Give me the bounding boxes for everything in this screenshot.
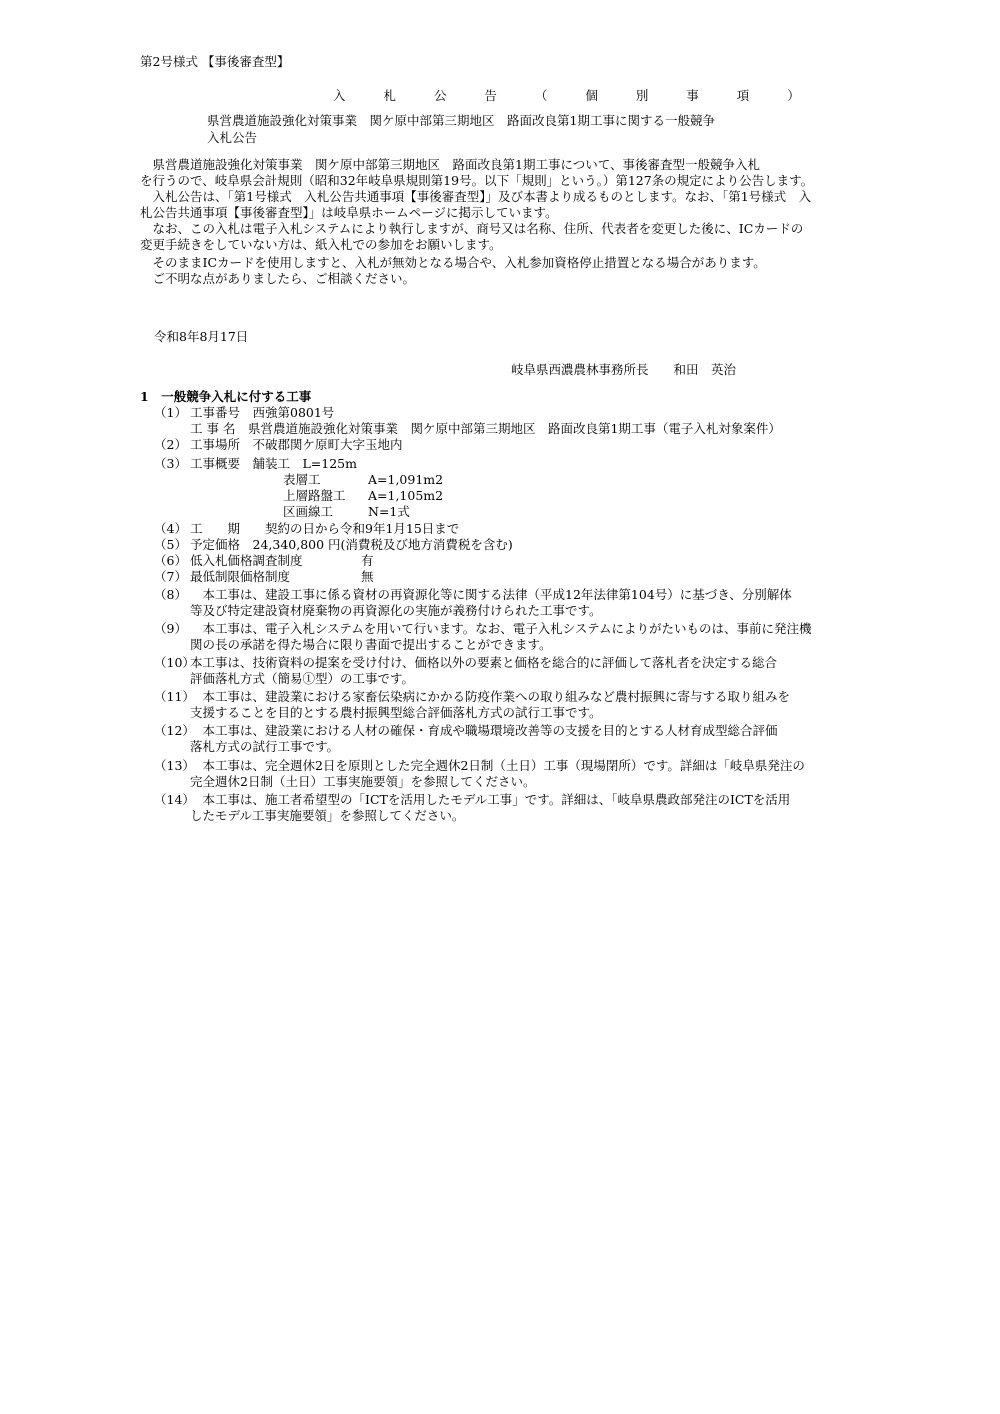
work-name: 工 事 名 県営農道施設強化対策事業 関ケ原中部第三期地区 路面改良第1期工事（電子入札対象案件） [190,421,781,436]
summary-sub-name: 上層路盤工 [283,488,346,503]
subject-line-1: 県営農道施設強化対策事業 関ケ原中部第三期地区 路面改良第1期工事に関する一般競争 [207,113,715,128]
summary-sub-value: A=1,091m2 [368,472,444,487]
item-number: （13） [154,758,195,773]
work-summary: 工事概要 舗装工 L=125m [190,456,357,471]
item-text: 本工事は、建設業における人材の確保・育成や職場環境改善等の支援を目的とする人材育成型総合評価 [190,723,778,738]
item-number: （10） [154,655,195,670]
summary-sub-value: A=1,105m2 [368,488,444,503]
summary-sub-value: N=1式 [368,504,410,519]
intro-line: なお、この入札は電子入札システムにより執行しますが、商号又は名称、住所、代表者を変更した後に、ICカードの [140,221,804,236]
item-text: 本工事は、電子入札システムを用いて行います。なお、電子入札システムによりがたいものは、事前に発注機 [190,621,812,636]
subject-line-2: 入札公告 [207,130,258,145]
intro-line: 変更手続きをしていない方は、紙入札での参加をお願いします。 [140,237,502,252]
item-text: 関の長の承諾を得た場合に限り書面で提出することができます。 [190,637,552,652]
item-text: 落札方式の試行工事です。 [190,739,340,754]
low-bid-survey-label: 低入札価格調査制度 [190,553,303,568]
item-number: （14） [154,792,195,807]
item-number: （7） [154,569,187,584]
item-number: （3） [154,456,187,471]
low-bid-survey-value: 有 [361,553,374,568]
item-text: 評価落札方式（簡易①型）の工事です。 [190,671,415,686]
intro-line: 県営農道施設強化対策事業 関ケ原中部第三期地区 路面改良第1期工事について、事後審査型一般競争入札 [140,157,760,172]
summary-sub-name: 表層工 [283,472,321,487]
intro-line: そのままICカードを使用しますと、入札が無効となる場合や、入札参加資格停止措置となる場合があります。 [140,255,766,270]
item-number: （2） [154,437,187,452]
estimated-price: 予定価格 24,340,800 円(消費税及び地方消費税を含む) [190,537,513,552]
item-text: したモデル工事実施要領」を参照してください。 [190,808,465,823]
document-title: 入 札 公 告 （ 個 別 事 項 ） [333,88,817,103]
intro-line: 札公告共通事項【事後審査型】」は岐阜県ホームページに掲示しています。 [140,205,558,220]
item-number: （11） [154,689,195,704]
item-number: （12） [154,723,195,738]
summary-sub-name: 区画線工 [283,504,334,519]
item-text: 等及び特定建設資材廃棄物の再資源化の実施が義務付けられた工事です。 [190,603,602,618]
minimum-price-label: 最低制限価格制度 [190,569,291,584]
work-number: 工事番号 西強第0801号 [190,405,335,420]
section-heading: 1 一般競争入札に付する工事 [140,389,312,404]
item-text: 本工事は、完全週休2日を原則とした完全週休2日制（土日）工事（現場閉所）です。詳細は「岐阜県発注の [190,758,805,773]
intro-line: 入札公告は、「第1号様式 入札公告共通事項【事後審査型】」及び本書より成るものとします。なお、「第1号様式 入 [140,189,812,204]
item-number: （6） [154,553,187,568]
item-text: 本工事は、技術資料の提案を受け付け、価格以外の要素と価格を総合的に評価して落札者を決定する総合 [190,655,778,670]
item-text: 本工事は、施工者希望型の「ICTを活用したモデル工事」です。詳細は、「岐阜県農政部発注のICTを活用 [190,792,791,807]
item-number: （5） [154,537,187,552]
item-text: 本工事は、建設業における家畜伝染病にかかる防疫作業への取り組みなど農村振興に寄与する取り組みを [190,689,791,704]
signer: 岐阜県西濃農林事務所長 和田 英治 [511,362,737,377]
item-text: 支援することを目的とする農村振興型総合評価落札方式の試行工事です。 [190,705,602,720]
intro-line: ご不明な点がありましたら、ご相談ください。 [140,271,416,286]
intro-line: を行うので、岐阜県会計規則（昭和32年岐阜県規則第19号。以下「規則」という。）第127条の規定により公告します。 [140,173,814,188]
item-number: （9） [154,621,187,636]
work-location: 工事場所 不破郡関ケ原町大字玉地内 [190,437,403,452]
form-label: 第2号様式 【事後審査型】 [140,54,290,69]
minimum-price-value: 無 [361,569,374,584]
item-text: 完全週休2日制（土日）工事実施要領」を参照してください。 [190,774,536,789]
issue-date: 令和8年8月17日 [154,329,249,344]
work-period: 工 期 契約の日から令和9年1月15日まで [190,521,460,536]
item-number: （4） [154,521,187,536]
item-number: （8） [154,587,187,602]
item-text: 本工事は、建設工事に係る資材の再資源化等に関する法律（平成12年法律第104号）に基づき、分別解体 [190,587,792,602]
item-number: （1） [154,405,187,420]
